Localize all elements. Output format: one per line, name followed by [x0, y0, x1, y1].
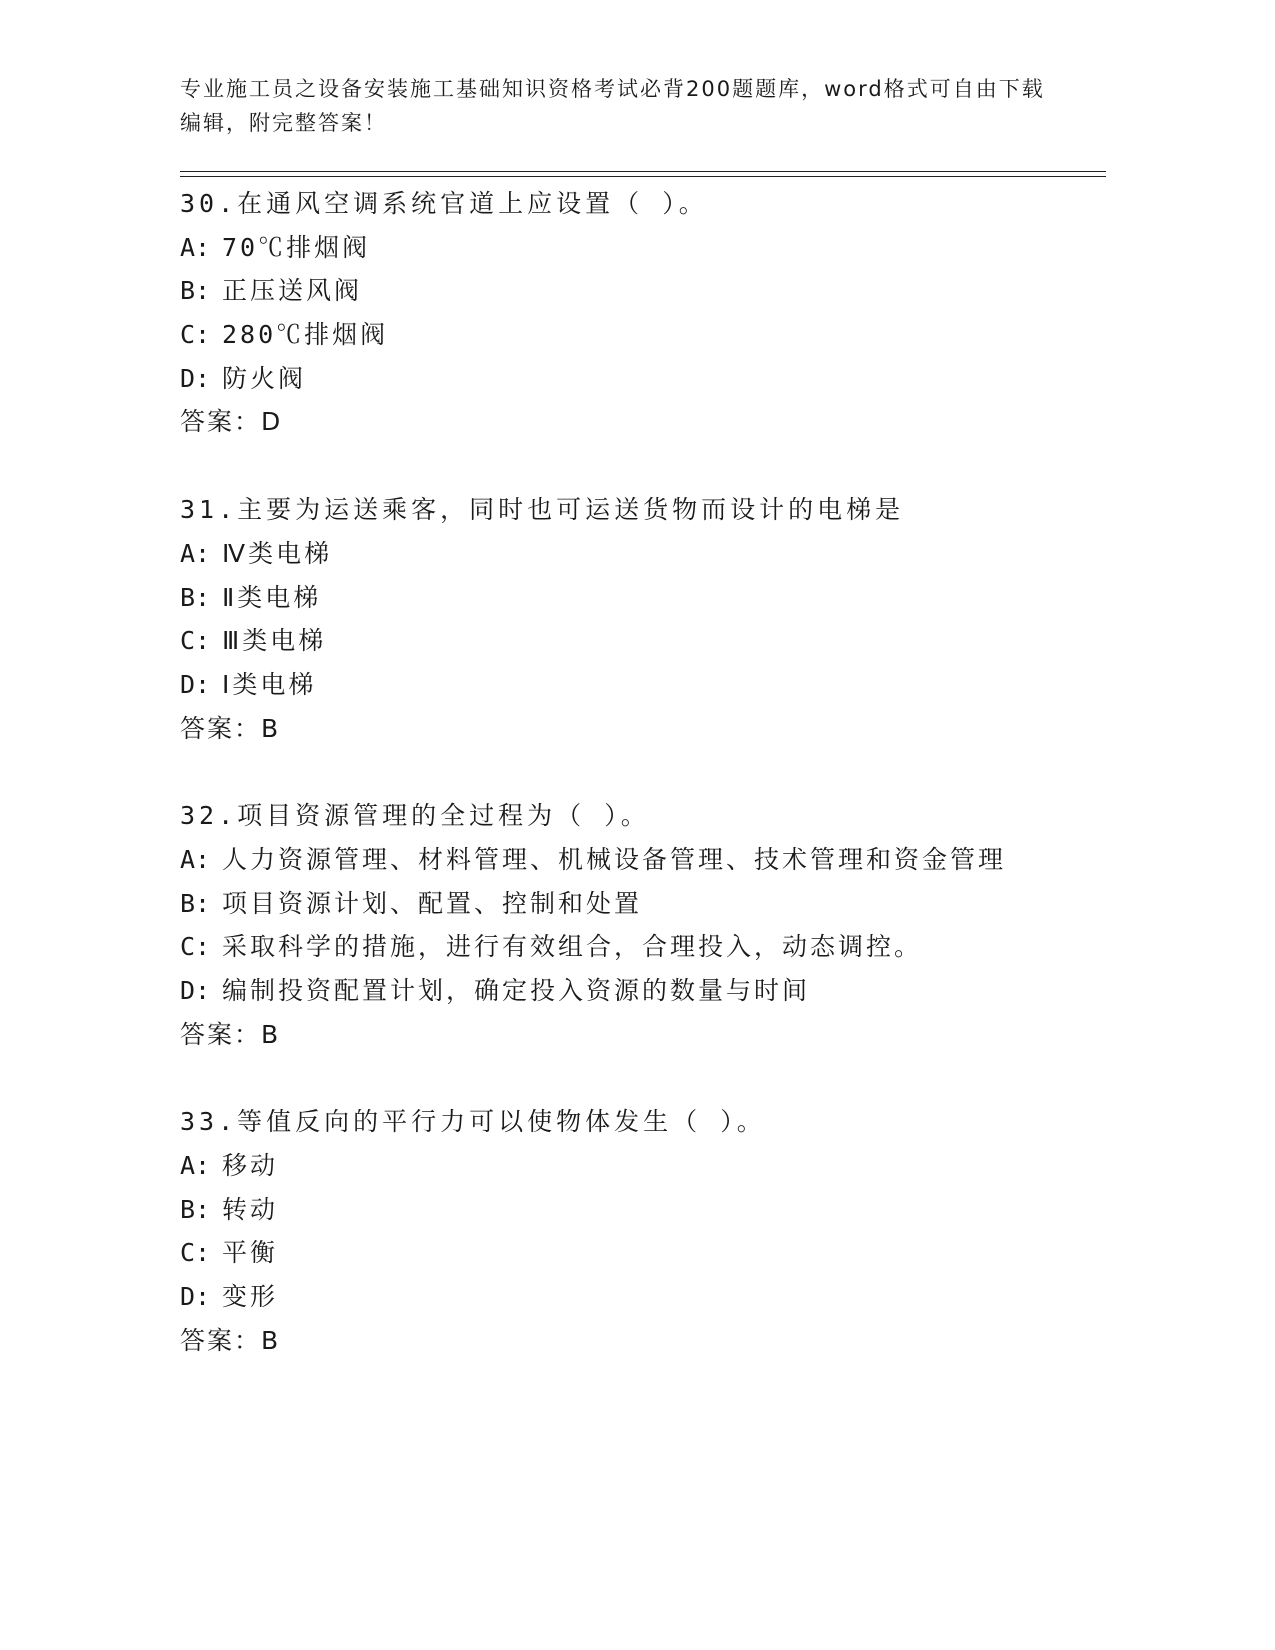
option-a: [180, 532, 1110, 576]
document-header: 专业施工员之设备安装施工基础知识资格考试必背200题题库，word格式可自由下载编辑，附完整答案！: [180, 77, 1045, 135]
question-32: [180, 794, 1110, 1056]
answer-line: 答案：B: [180, 1019, 281, 1049]
option-text: 人力资源管理、材料管理、机械设备管理、技术管理和资金管理: [222, 844, 1007, 874]
option-text: 防火阀: [222, 363, 307, 393]
option-key: C:: [180, 626, 211, 656]
option-key: B:: [180, 276, 211, 306]
option-b: [180, 1188, 1110, 1232]
answer-line: 答案：B: [180, 713, 281, 743]
option-key: A:: [180, 538, 211, 568]
option-text: 采取科学的措施，进行有效组合，合理投入，动态调控。: [222, 932, 923, 962]
option-text: 70℃排烟阀: [222, 232, 371, 262]
option-key: D:: [180, 363, 211, 393]
option-text: 移动: [222, 1151, 279, 1181]
header-divider-top: [180, 171, 1106, 172]
option-b: [180, 882, 1110, 926]
option-key: D:: [180, 976, 211, 1005]
option-key: D:: [180, 669, 211, 699]
option-c: [180, 313, 1110, 357]
option-text: 项目资源计划、配置、控制和处置: [222, 888, 643, 918]
option-key: C:: [180, 932, 211, 962]
option-text: 正压送风阀: [222, 276, 363, 306]
option-c: [180, 1231, 1110, 1275]
question-30: [180, 182, 1110, 444]
option-key: C:: [180, 1238, 211, 1268]
option-b: [180, 576, 1110, 620]
answer-line: 答案：D: [180, 407, 283, 437]
option-d: [180, 969, 1110, 1013]
answer-line: 答案：B: [180, 1325, 281, 1355]
option-text: Ⅳ类电梯: [222, 538, 333, 568]
option-a: [180, 1144, 1110, 1188]
question-33: [180, 1100, 1110, 1362]
option-text: Ⅰ类电梯: [222, 669, 317, 699]
question-stem: 33.等值反向的平行力可以使物体发生（ ）。: [180, 1107, 766, 1137]
option-c: [180, 925, 1110, 969]
option-text: 平衡: [222, 1238, 279, 1268]
option-d: [180, 1275, 1110, 1319]
header-divider-bottom: [180, 176, 1106, 177]
option-text: Ⅲ类电梯: [222, 626, 327, 656]
option-text: 转动: [222, 1194, 279, 1224]
option-text: 280℃排烟阀: [222, 320, 389, 350]
question-stem: 30.在通风空调系统官道上应设置（ ）。: [180, 189, 708, 218]
option-key: C:: [180, 320, 211, 350]
option-d: [180, 663, 1110, 707]
option-text: 编制投资配置计划，确定投入资源的数量与时间: [222, 976, 811, 1005]
question-stem: 32.项目资源管理的全过程为（ ）。: [180, 801, 650, 831]
option-key: B:: [180, 1194, 211, 1224]
option-key: B:: [180, 888, 211, 918]
option-key: B:: [180, 582, 211, 612]
option-key: A:: [180, 1151, 211, 1181]
option-c: [180, 619, 1110, 663]
question-31: [180, 488, 1110, 750]
option-d: [180, 357, 1110, 401]
question-list: [180, 182, 1110, 1407]
question-stem: 31.主要为运送乘客，同时也可运送货物而设计的电梯是: [180, 495, 905, 525]
option-key: D:: [180, 1282, 211, 1312]
option-a: [180, 226, 1110, 270]
option-b: [180, 269, 1110, 313]
option-a: [180, 838, 1110, 882]
option-key: A:: [180, 844, 211, 874]
option-key: A:: [180, 232, 211, 262]
option-text: Ⅱ类电梯: [222, 582, 322, 612]
option-text: 变形: [222, 1282, 279, 1312]
